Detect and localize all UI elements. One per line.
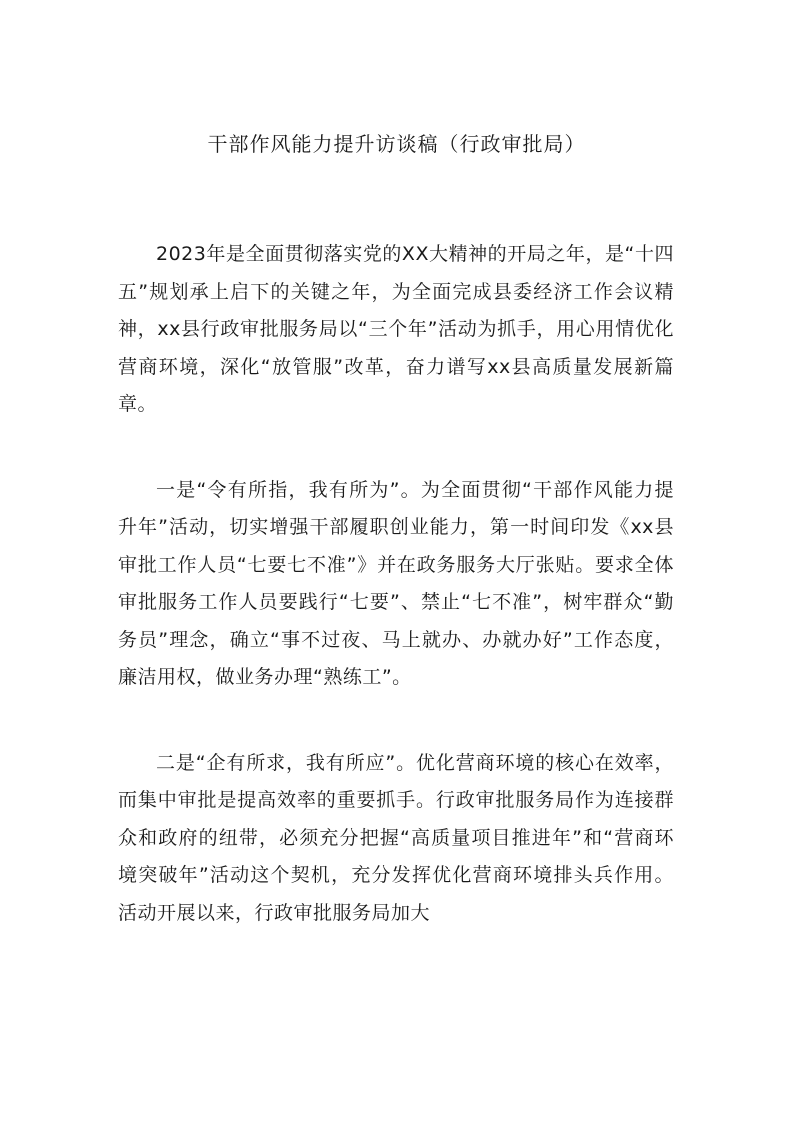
paragraph-intro: 2023年是全面贯彻落实党的XX大精神的开局之年，是“十四五”规划承上启下的关键之年，为全面完成县委经济工作会议精神，xx县行政审批服务局以“三个年”活动为抓手，用心用情优化营商环境，深化“放管服”改革，奋力谱写xx县高质量发展新篇章。 [118,243,674,415]
document-body [118,236,674,980]
paragraph-point-one: 一是“令有所指，我有所为”。为全面贯彻“干部作风能力提升年”活动，切实增强干部履职创业能力，第一时间印发《xx县审批工作人员“七要七不准”》并在政务服务大厅张贴。要求全体审批服务工作人员要践行“七要”、禁止“七不准”，树牢群众“勤务员”理念，确立“事不过夜、马上就办、办就办好”工作态度，廉洁用权，做业务办理“熟练工”。 [118,478,674,688]
document-title: 干部作风能力提升访谈稿（行政审批局） [207,132,586,156]
paragraph-point-two: 二是“企有所求，我有所应”。优化营商环境的核心在效率，而集中审批是提高效率的重要抓手。行政审批服务局作为连接群众和政府的纽带，必须充分把握“高质量项目推进年”和“营商环境突破年”活动这个契机，充分发挥优化营商环境排头兵作用。活动开展以来，行政审批服务局加大 [118,751,674,924]
